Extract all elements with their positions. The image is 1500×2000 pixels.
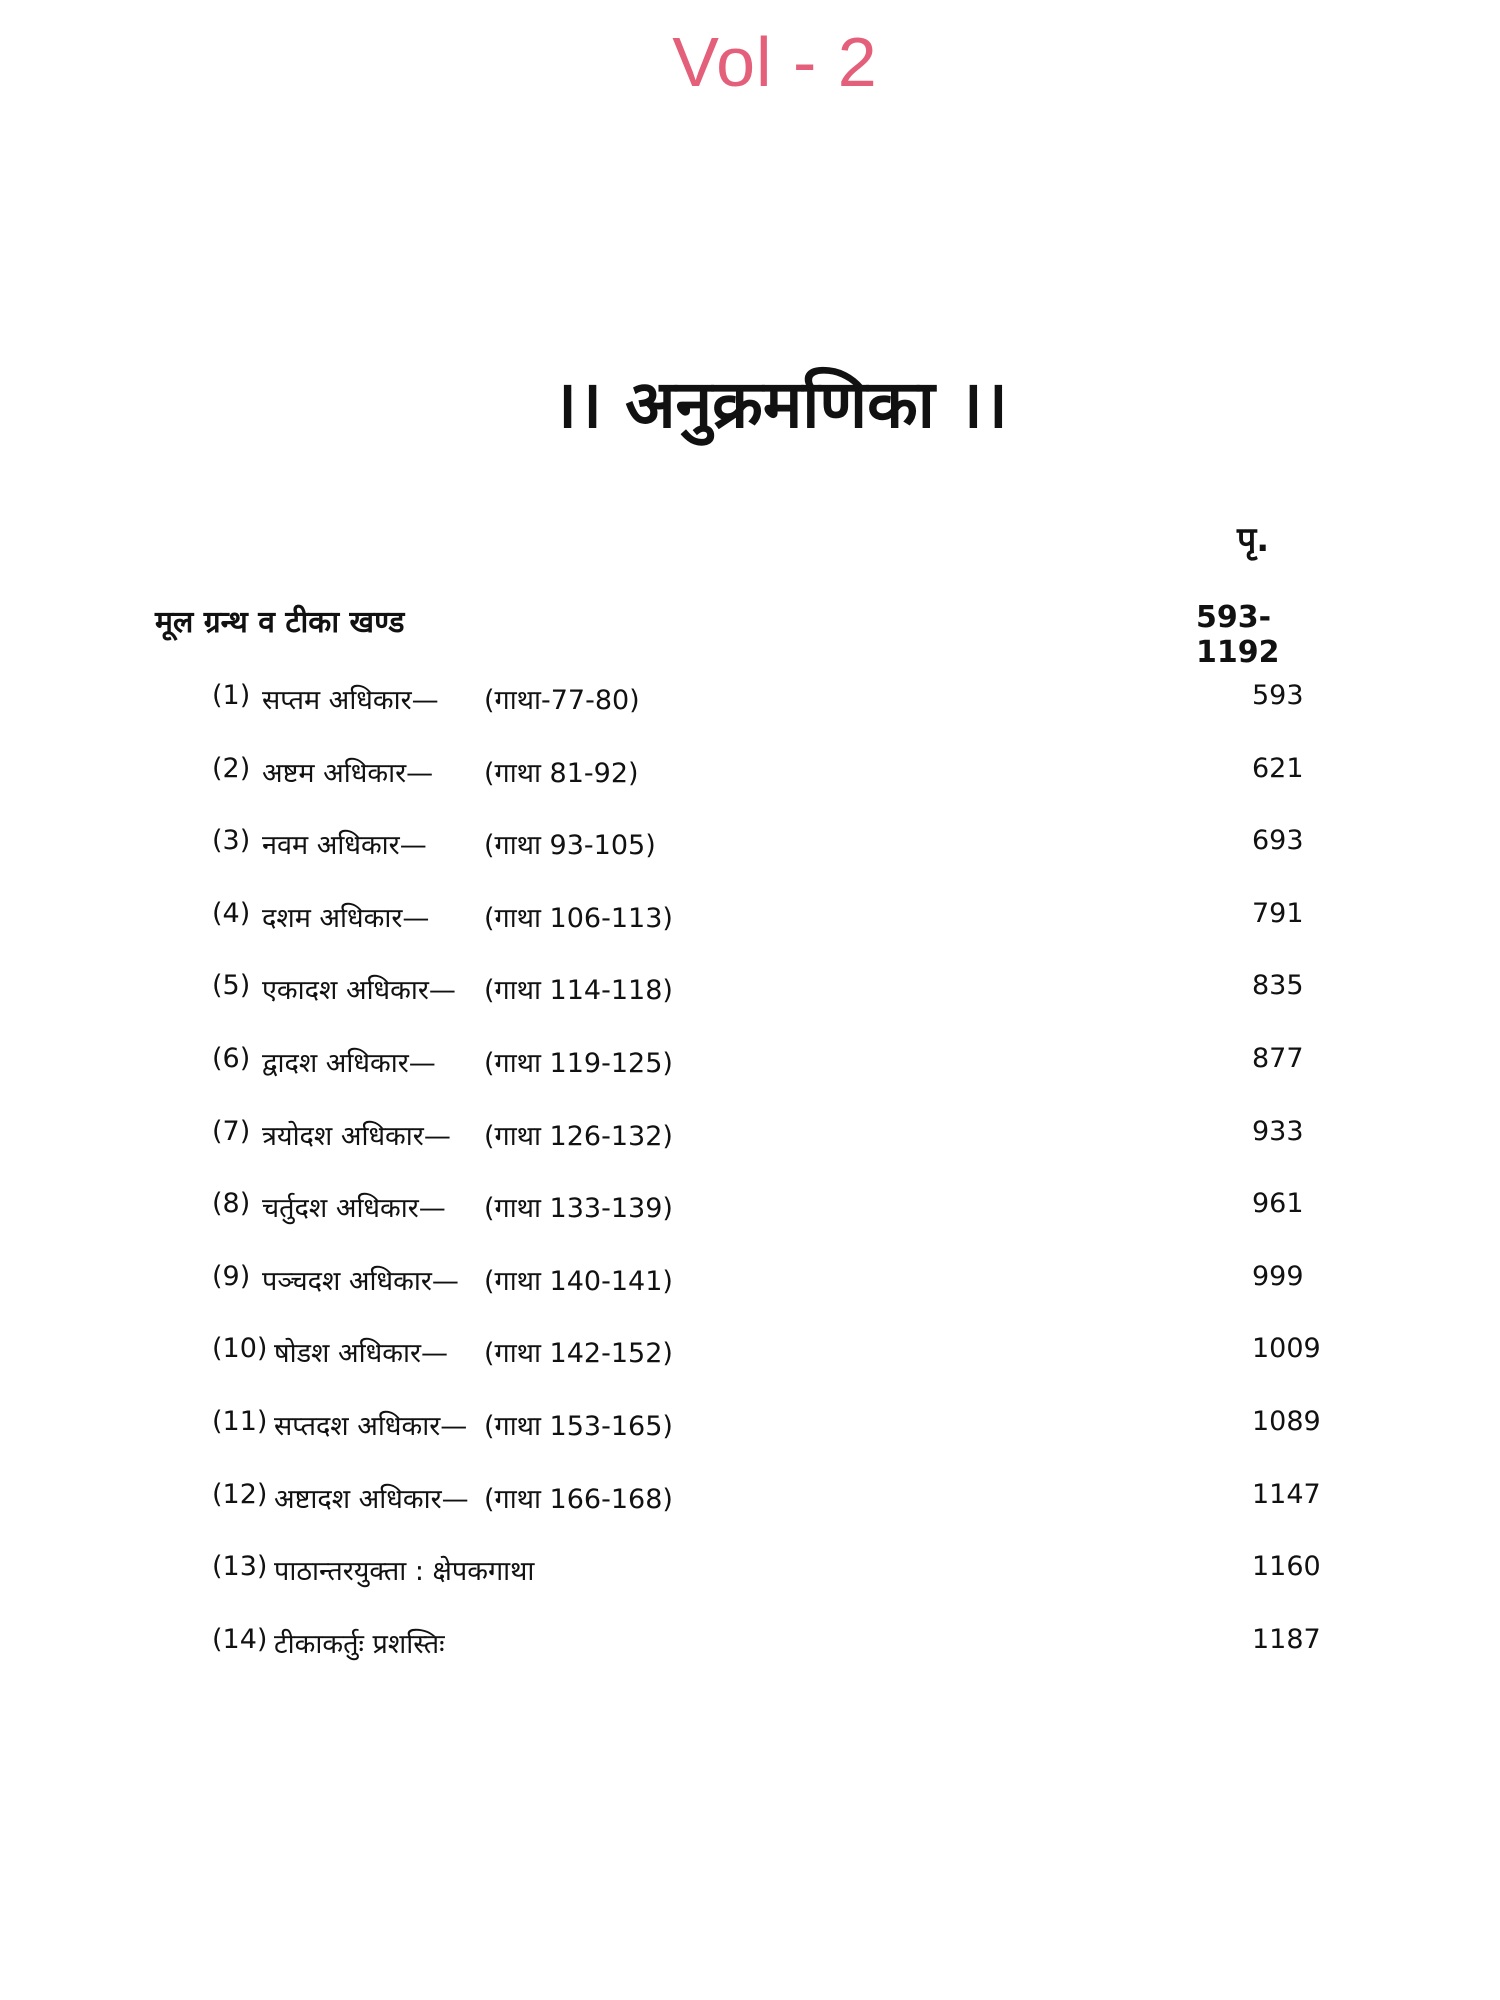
- entry-gatha-range: (गाथा 93-105): [484, 830, 656, 862]
- entry-page: 961: [1252, 1188, 1304, 1220]
- entry-name: चर्तुदश अधिकार—: [262, 1193, 446, 1225]
- entry-gatha-range: (गाथा 106-113): [484, 902, 673, 934]
- entry-name: सप्तदश अधिकार—: [274, 1410, 468, 1442]
- entry-number: (4): [212, 897, 251, 929]
- entry-number: (5): [212, 970, 251, 1002]
- entry-page: 1187: [1252, 1623, 1321, 1655]
- toc-entries: [212, 680, 1362, 1696]
- entry-gatha-range: (गाथा 166-168): [484, 1483, 673, 1515]
- entry-gatha-range: (गाथा-77-80): [484, 685, 640, 716]
- toc-entry: [212, 970, 1362, 1043]
- entry-name: द्वादश अधिकार—: [262, 1047, 436, 1079]
- entry-name: अष्टम अधिकार—: [262, 757, 434, 789]
- entry-number: (11): [212, 1405, 268, 1437]
- entry-name: दशम अधिकार—: [262, 902, 430, 934]
- entry-number: (14): [212, 1623, 268, 1655]
- entry-page: 1160: [1252, 1551, 1321, 1583]
- entry-number: (13): [212, 1551, 268, 1583]
- entry-name: षोडश अधिकार—: [274, 1338, 448, 1370]
- entry-number: (1): [212, 680, 251, 711]
- toc-entry: [212, 1333, 1362, 1406]
- entry-number: (7): [212, 1115, 251, 1147]
- entry-name: एकादश अधिकार—: [262, 975, 456, 1007]
- entry-name: सप्तम अधिकार—: [262, 685, 439, 716]
- entry-page: 621: [1252, 752, 1304, 784]
- entry-page: 1147: [1252, 1478, 1321, 1510]
- entry-gatha-range: (गाथा 153-165): [484, 1410, 673, 1442]
- entry-page: 791: [1252, 897, 1304, 929]
- toc-entry: [212, 825, 1362, 898]
- entry-page: 1089: [1252, 1405, 1321, 1437]
- entry-name: त्रयोदश अधिकार—: [262, 1120, 451, 1152]
- entry-gatha-range: (गाथा 81-92): [484, 757, 639, 789]
- entry-number: (3): [212, 825, 251, 857]
- toc-entry: [212, 1043, 1362, 1116]
- page-title: ।। अनुक्रमणिका ।।: [552, 366, 1008, 443]
- entry-name: टीकाकर्तुः प्रशस्तिः: [274, 1628, 445, 1660]
- section-heading-row: [155, 600, 1345, 670]
- entry-gatha-range: (गाथा 114-118): [484, 975, 673, 1007]
- entry-name: पञ्चदश अधिकार—: [262, 1265, 459, 1297]
- entry-page: 593: [1252, 680, 1304, 711]
- entry-number: (12): [212, 1478, 268, 1510]
- entry-name: पाठान्तरयुक्ता : क्षेपकगाथा: [274, 1556, 535, 1588]
- entry-page: 877: [1252, 1042, 1304, 1074]
- toc-entry: [212, 1261, 1362, 1334]
- section-title: मूल ग्रन्थ व टीका खण्ड: [155, 605, 405, 640]
- entry-gatha-range: (गाथा 142-152): [484, 1338, 673, 1370]
- toc-entry: [212, 1116, 1362, 1189]
- toc-entry: [212, 680, 1362, 753]
- toc-entry: [212, 1551, 1362, 1624]
- entry-gatha-range: (गाथा 119-125): [484, 1047, 673, 1079]
- entry-number: (2): [212, 752, 251, 784]
- volume-label: Vol - 2: [672, 23, 878, 101]
- entry-number: (6): [212, 1042, 251, 1074]
- entry-page: 1009: [1252, 1333, 1321, 1365]
- toc-entry: [212, 1624, 1362, 1697]
- toc-entry: [212, 753, 1362, 826]
- entry-name: नवम अधिकार—: [262, 830, 427, 862]
- entry-number: (9): [212, 1260, 251, 1292]
- entry-number: (8): [212, 1188, 251, 1220]
- entry-name: अष्टादश अधिकार—: [274, 1483, 469, 1515]
- toc-entry: [212, 1188, 1362, 1261]
- toc-entry: [212, 1406, 1362, 1479]
- entry-page: 933: [1252, 1115, 1304, 1147]
- entry-number: (10): [212, 1333, 268, 1365]
- entry-page: 693: [1252, 825, 1304, 857]
- toc-entry: [212, 898, 1362, 971]
- entry-gatha-range: (गाथा 140-141): [484, 1265, 673, 1297]
- entry-page: 999: [1252, 1260, 1304, 1292]
- entry-page: 835: [1252, 970, 1304, 1002]
- toc-entry: [212, 1479, 1362, 1552]
- entry-gatha-range: (गाथा 133-139): [484, 1193, 673, 1225]
- section-page-range: 593-1192: [1196, 600, 1280, 670]
- page-column-header: पृ.: [1237, 520, 1270, 560]
- entry-gatha-range: (गाथा 126-132): [484, 1120, 673, 1152]
